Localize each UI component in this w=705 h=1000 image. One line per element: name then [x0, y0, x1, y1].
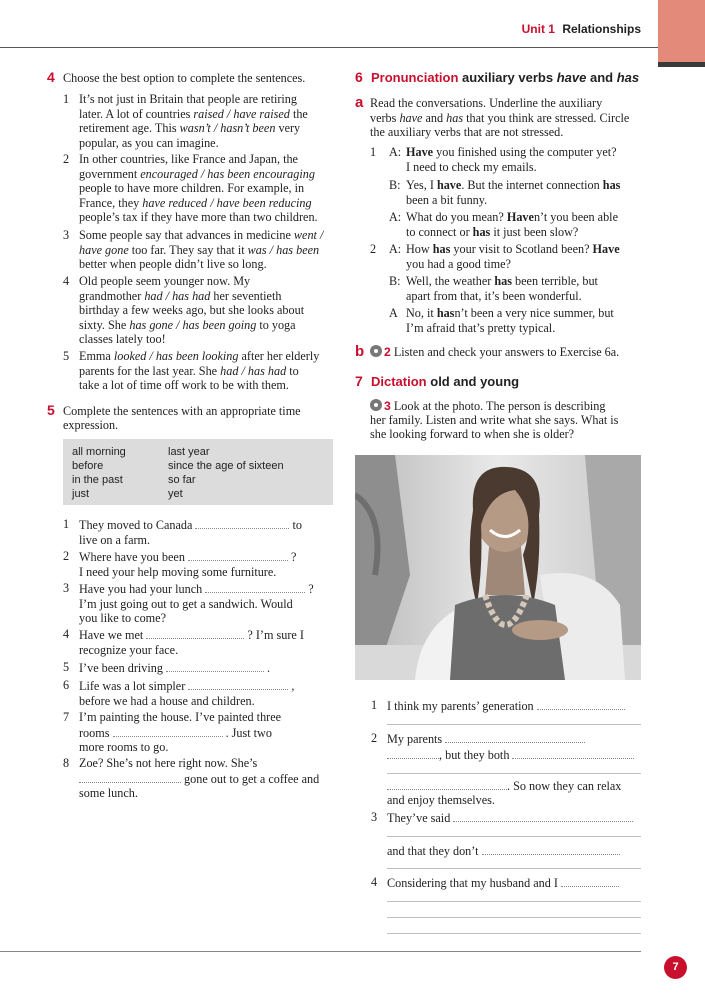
dialogue-text: Well, the weather has been terrible, but apart from that, it’s been wonderful. [406, 274, 598, 303]
item-number: 1 [63, 92, 70, 106]
word-option: yet [168, 488, 183, 500]
continued-line: . So now they can relax [387, 778, 621, 794]
blank-gap[interactable] [387, 778, 507, 790]
item-number: 3 [63, 228, 70, 242]
blank-gap[interactable] [387, 747, 439, 759]
exercise-7-number: 7 [355, 373, 363, 389]
blank-gap[interactable] [195, 517, 289, 529]
continued-line: and enjoy themselves. [387, 793, 495, 807]
write-line[interactable] [387, 773, 641, 774]
continued-line: and that they don’t [387, 843, 620, 859]
audio-cd-icon[interactable] [370, 399, 382, 411]
section-label: Relationships [562, 22, 641, 36]
speaker-label: A: [389, 242, 402, 256]
photo-smiling-woman [355, 455, 641, 680]
item-text: Emma looked / has been looking after her elderly parents for the last year. She had / has had to take a lot of time off work to be with them. [79, 349, 320, 393]
item-text: It’s not just in Britain that people are retiring later. A lot of countries raised / have raised the retirement age. This wasn’t / hasn’t been very popular, as you can imagine. [79, 92, 308, 150]
blank-gap[interactable] [146, 627, 244, 639]
instruction-line: Read the conversations. Underline the auxiliary [370, 96, 603, 110]
item-number: 2 [63, 152, 70, 166]
instruction-line: the auxiliary verbs that are not stressed. [370, 125, 564, 140]
dialogue-text: How has your visit to Scotland been? Have you had a good time? [406, 242, 620, 271]
word-option: just [72, 488, 90, 500]
blank-gap[interactable] [445, 731, 585, 743]
blank-gap[interactable] [561, 875, 619, 887]
word-option: all morning [72, 446, 126, 458]
exercise-6-title: Pronunciation auxiliary verbs have and has [371, 70, 640, 85]
word-option: since the age of sixteen [168, 460, 284, 472]
exercise-5-instruction-1: Complete the sentences with an appropriate time [63, 404, 301, 418]
speaker-label: A: [389, 145, 402, 159]
write-line[interactable] [387, 836, 641, 837]
blank-gap[interactable] [482, 843, 620, 855]
page-number: 7 [664, 956, 687, 979]
write-line[interactable] [387, 933, 641, 934]
exercise-4-number: 4 [47, 69, 55, 85]
blank-gap[interactable] [205, 581, 305, 593]
blank-gap[interactable] [512, 747, 634, 759]
word-option: in the past [72, 474, 123, 486]
photo-illustration [355, 455, 641, 680]
speaker-label: B: [389, 178, 401, 192]
exercise-6b-instruction: 2 Listen and check your answers to Exercise 6a. [370, 345, 619, 360]
write-line[interactable] [387, 917, 641, 918]
audio-cd-icon[interactable] [370, 345, 382, 357]
dialogue-text: Yes, I have. But the internet connection has been a bit funny. [406, 178, 621, 207]
dialogue-text: Have you finished using the computer yet? I need to check my emails. [406, 145, 617, 174]
exercise-7-instruction-1: 3 Look at the photo. The person is describing [370, 399, 606, 414]
speaker-label: B: [389, 274, 401, 288]
dialogue-text: What do you mean? Haven’t you been able to connect or has it just been slow? [406, 210, 618, 239]
footer-rule [0, 951, 641, 952]
exercise-5-number: 5 [47, 402, 55, 418]
exercise-7-instruction-3: she looking forward to when she is older? [370, 427, 575, 441]
continued-line: , but they both [387, 747, 634, 763]
write-line[interactable] [387, 724, 641, 725]
conversation-number: 1 [370, 145, 377, 159]
item-number: 5 [63, 349, 70, 363]
blank-gap[interactable] [188, 678, 288, 690]
dialogue-text: No, it hasn’t been a very nice summer, but I’m afraid that’s pretty typical. [406, 306, 614, 335]
item-text: Some people say that advances in medicine went / have gone too far. They say that it was / has been better when people didn’t live so long. [79, 228, 324, 272]
exercise-6b-letter: b [355, 343, 365, 360]
blank-gap[interactable] [166, 660, 264, 672]
exercise-7-instruction-2: her family. Listen and write what she says. What is [370, 413, 619, 427]
speaker-label: A [389, 306, 398, 320]
blank-gap[interactable] [537, 698, 625, 710]
word-option: so far [168, 474, 196, 486]
running-header [522, 22, 641, 36]
blank-gap[interactable] [188, 549, 288, 561]
header-rule [0, 47, 658, 48]
item-number: 4 [63, 274, 70, 288]
exercise-5-instruction-2: expression. [63, 418, 119, 432]
word-option: before [72, 460, 104, 472]
word-box [63, 439, 333, 505]
conversation-number: 2 [370, 242, 377, 256]
item-text: In other countries, like France and Japan, the government encouraged / has been encouraging people to have more children. For example, in France, they have reduced / have been reducing people’s tax if they have more than two children. [79, 152, 318, 225]
exercise-4-instruction: Choose the best option to complete the sentences. [63, 71, 306, 85]
blank-gap[interactable] [453, 810, 633, 822]
word-option: last year [168, 446, 210, 458]
item-text: Old people seem younger now. My grandmother had / has had her seventieth birthday a few weeks ago, but she looks about sixty. She has gone / has been going to yoga classes lately too! [79, 274, 305, 347]
blank-gap[interactable] [79, 771, 181, 783]
header-color-block [658, 0, 705, 62]
write-line[interactable] [387, 901, 641, 902]
instruction-line: verbs have and has that you think are stressed. Circle [370, 110, 630, 125]
exercise-6a-letter: a [355, 94, 364, 111]
header-dark-band [658, 62, 705, 67]
exercise-7-title: Dictation old and young [371, 374, 520, 389]
blank-gap[interactable] [113, 725, 223, 737]
write-line[interactable] [387, 868, 641, 869]
unit-label: Unit 1 [521, 22, 555, 36]
exercise-6-number: 6 [355, 69, 363, 85]
speaker-label: A: [389, 210, 402, 224]
